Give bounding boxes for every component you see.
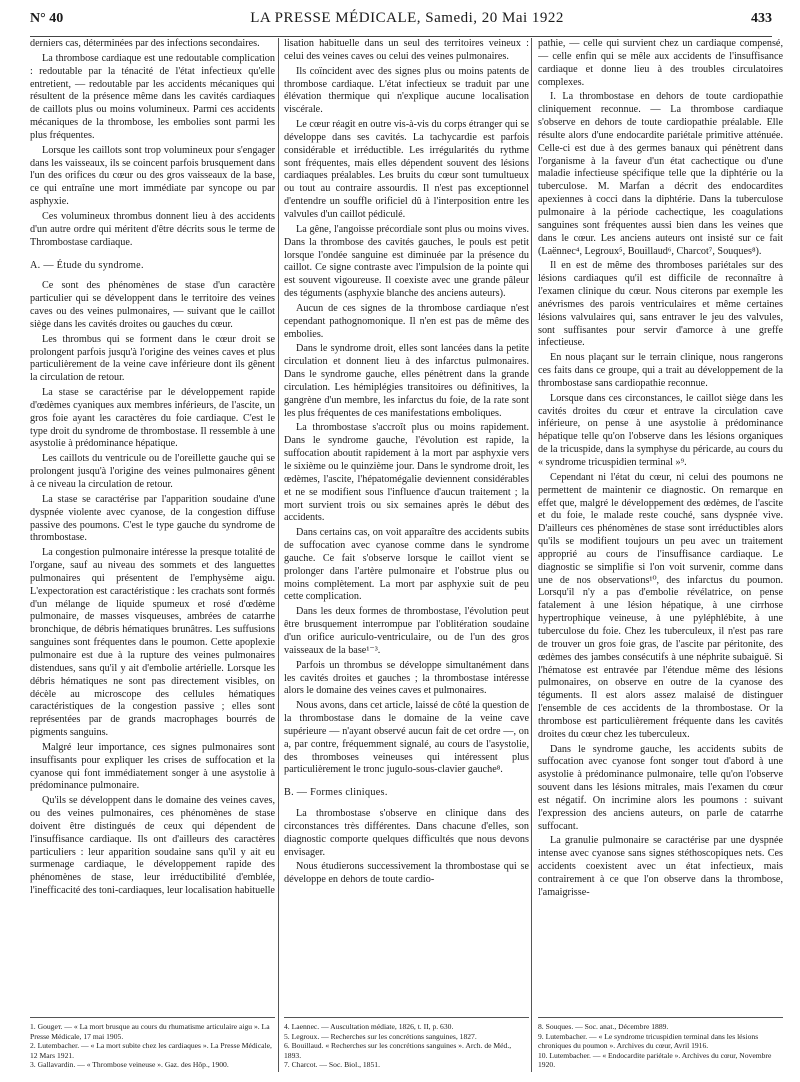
- paragraph: La congestion pulmonaire intéresse la presque totalité de l'organe, sauf au niveau des sommets et des languettes pulmonaires qui présentent de l'emphysème aigu. L'expectoration est caractéristique : les crachats sont formés d'un mélange de liquide spumeux et rosé d'œdème pulmonaire, de masses visqueuses, ambrées de catarrhe bronchique, de débris hématiques brunâtres. Les suffusions sanguines sont fréquentes dans le poumon. Cette apoplexie pulmonaire est due à la rupture des veines pulmonaires distendues, sans qu'il y ait d'embolie artérielle. Lorsque les débris hématiques ne sont pas directement visibles, on décèle au microscope des cellules hématiques caractéristiques de la congestion passive ; elles sont représentées par de grands macrophages bourrés de pigments sanguins.: [30, 547, 275, 739]
- paragraph: Dans le syndrome droit, elles sont lancées dans la petite circulation et donnent lieu à des infarctus pulmonaires. Dans le syndrome gauche, elles pénètrent dans la grande circulation. Les hémiplégies transitoires ou définitives, la gangrène d'un membre, les infarctus du foie, de la rate sont les plus fréquentes de ces manifestations emboliques.: [284, 343, 529, 419]
- section-heading: A. — Étude du syndrome.: [30, 259, 144, 271]
- paragraph: Il en est de même des thromboses pariétales sur des lésions cardiaques qu'il est difficile de reconnaître à l'examen clinique du cœur. Nous citerons par exemple les anévrismes des parois ventriculaires et même certaines lésions valvulaires qui, sans entraver le jeu des valvules, sont suffisantes pour servir d'amorce à une greffe infectieuse.: [538, 260, 783, 349]
- issue-number: N° 40: [30, 11, 64, 26]
- paragraph: La thrombostase s'observe en clinique dans des circonstances très différentes. Dans chacune d'elles, son diagnostic comporte quelques difficultés que nous devons envisager.: [284, 808, 529, 858]
- footnote: 5. Legroux. — Recherches sur les concrétions sanguines, 1827.: [284, 1031, 477, 1041]
- paragraph: La stase se caractérise par l'apparition soudaine d'une dyspnée violente avec cyanose, de la congestion diffuse passive des poumons. C'est le type gauche du syndrome de thrombostase.: [30, 493, 275, 544]
- paragraph: pathie, — celle qui survient chez un cardiaque compensé, — celle enfin qui se mêle aux accidents de l'insuffisance cardiaque et donne lieu à des troubles circulatoires complexes.: [538, 38, 783, 88]
- paragraph: Ils coïncident avec des signes plus ou moins patents de thrombose cardiaque. L'état infectieux se traduit par une élévation thermique qui n'explique aucune localisation viscérale.: [284, 65, 529, 116]
- paragraph: En nous plaçant sur le terrain clinique, nous rangerons ces faits dans ce groupe, qui a trait au développement de la thrombostase sans cardiopathie reconnue.: [538, 352, 783, 389]
- footnote: 1. Gougeт. — « La mort brusque au cours du rhumatisme articulaire aigu ». La Presse Médicale, 17 mai 1905.: [30, 1022, 270, 1041]
- footnote: 3. Gallavardin. — « Thrombose veineuse ». Gaz. des Hôp., 1900.: [30, 1060, 229, 1070]
- footnote: 6. Bouillaud. « Recherches sur les concrétions sanguines ». Arch. de Méd., 1893.: [284, 1041, 512, 1060]
- column-2: [284, 38, 529, 1082]
- column-rule: [531, 38, 532, 1072]
- column-1: [30, 38, 275, 1082]
- paragraph: Dans certains cas, on voit apparaître des accidents subits de suffocation avec cyanose comme dans le syndrome gauche. Ce fait s'observe lorsque le caillot vient se prolonger dans l'artère pulmonaire et l'obstrue plus ou moins complètement. La mort par asphyxie suit de peu cette complication.: [284, 527, 529, 603]
- paragraph: Les caillots du ventricule ou de l'oreillette gauche qui se prolongent jusqu'à l'origine des veines pulmonaires gênent à ce niveau la circulation de retour.: [30, 453, 275, 490]
- paragraph: La thrombose cardiaque est une redoutable complication : redoutable par la ténacité de l'état infectieux qu'elle entretient, — redoutable par les accidents mécaniques qui résultent de la présence même dans les cavités cardiaques de caillots plus ou moins volumineux. Parmi ces accidents mécaniques de la thrombose, les embolies sont parmi les plus fréquentes.: [30, 52, 275, 141]
- paragraph: La gêne, l'angoisse précordiale sont plus ou moins vives. Dans la thrombose des cavités gauches, le pouls est petit lorsque l'ondée sanguine est diminuée par la présence du caillot. Ce signe contraste avec l'impulsion de la pointe qui est souvent vigoureuse. Il coexiste avec une grande pâleur des téguments (asphyxie blanche des anciens auteurs).: [284, 223, 529, 300]
- journal-title: LA PRESSE MÉDICALE, Samedi, 20 Mai 1922: [250, 10, 564, 26]
- paragraph: Parfois un thrombus se développe simultanément dans les cavités droites et gauches ; la thrombostase intéresse alors le domaine des veines caves et pulmonaires.: [284, 659, 529, 697]
- paragraph: Aucun de ces signes de la thrombose cardiaque n'est cependant pathognomonique. Il n'en est pas de même des embolies.: [284, 302, 529, 340]
- footnote: 8. Souques. — Soc. anat., Décembre 1889.: [538, 1022, 669, 1031]
- paragraph: Le cœur réagit en outre vis-à-vis du corps étranger qui se développe dans ses cavités. La tachycardie est parfois considérable et irréductible. Les irrégularités du rythme sont fréquentes, mais elles dépendent souvent des lésions cardiaques préalables. Les bruits du cœur sont tumultueux ou tout au contraire assourdis. Il n'est pas exceptionnel d'entendre un souffle orificiel dû à l'interposition entre les valvules d'un caillot pédiculé.: [284, 119, 529, 220]
- footnotes-column-3: [538, 1017, 783, 1070]
- paragraph: Ce sont des phénomènes de stase d'un caractère particulier qui se développent dans le territoire des veines caves ou des veines pulmonaires, — suivant que le caillot siège dans les cavités droites ou gauches du cœur.: [30, 280, 275, 330]
- footnote: 9. Lutembacher. — « Le syndrome tricuspidien terminal dans les lésions chroniques du poumon ». Archives du cœur, Avril 1916.: [538, 1031, 759, 1051]
- page-number: 433: [750, 11, 772, 26]
- footnote: 7. Charcot. — Soc. Biol., 1851.: [284, 1060, 380, 1070]
- section-heading: B. — Formes cliniques.: [284, 787, 388, 799]
- paragraph: I. La thrombostase en dehors de toute cardiopathie cliniquement reconnue. — La thrombose cardiaque s'observe en dehors de toute cardiopathie préalable. Elle résulte alors d'une endocardite pariétale primitive atténuée. Celle-ci est due à des germes banaux qui pénètrent dans l'organisme à la faveur d'un état cachectique ou d'une maladie infectieuse spécifique telle que la diphtérie ou la tuberculose. M. Marfan a décrit des endocardites apexiennes à cocci dans la diphtérie. Dans la tuberculose pulmonaire à la période cachectique, les coagulations sanguines sont fréquentes aussi bien dans les veines que dans le cœur. Les anciens auteurs ont insisté sur ce fait (Laënnec⁴, Legroux⁵, Bouillaud⁶, Charcot⁷, Souques⁸).: [538, 91, 783, 257]
- paragraph: Les thrombus qui se forment dans le cœur droit se prolongent parfois jusqu'à l'origine des veines caves et plus particulièrement de la veine cave inférieure dont ils gênent la circulation de retour.: [30, 333, 275, 384]
- paragraph: La granulie pulmonaire se caractérise par une dyspnée intense avec cyanose sans signes stéthoscopiques nets. Ces accidents coexistent avec un état infectieux, mais contrairement à ce que l'on observe dans la thrombose, l'amaigrisse-: [538, 835, 783, 898]
- paragraph: Qu'ils se développent dans le domaine des veines caves, ou des veines pulmonaires, ces phénomènes de stase doivent être distingués de ceux qui dépendent de l'insuffisance cardiaque. Ils ont d'ailleurs des caractères particuliers : leur apparition soudaine sans qu'il y ait eu surmenage cardiaque, le développement rapide des phénomènes de stase, leur irréductibilité d'emblée, l'inefficacité des toni-cardiaques, leur localisation habituelle: [30, 795, 275, 897]
- paragraph: Nous étudierons successivement la thrombostase qui se développe en dehors de toute cardio-: [284, 861, 529, 886]
- footnote: 2. Lutembacher. — « La mort subite chez les cardiaques ». La Presse Médicale, 12 Mars 1921.: [30, 1041, 272, 1060]
- paragraph: Lorsque les caillots sont trop volumineux pour s'engager dans les vaisseaux, ils se coincent parfois brusquement dans l'un des orifices du cœur ou des gros vaisseaux de la base, ce qui entraîne une mort immédiate par syncope ou par asphyxie.: [30, 144, 275, 208]
- paragraph: Malgré leur importance, ces signes pulmonaires sont insuffisants pour expliquer les crises de suffocation et la cyanose qui font immédiatement songer à une asystolie à prédominance pulmonaire.: [30, 741, 275, 792]
- paragraph: lisation habituelle dans un seul des territoires veineux : celui des veines caves ou celui des veines pulmonaires.: [284, 38, 529, 62]
- column-3: [538, 38, 783, 1082]
- paragraph: Dans le syndrome gauche, les accidents subits de suffocation avec cyanose font songer tout d'abord à une asystolie à prédominance pulmonaire, telle qu'on l'observe souvent dans les lésions mitrales, mais l'examen du cœur est négatif. On incrimine alors les poumons : suivant l'expression des anciens auteurs, on parle de catarrhe suffocant.: [538, 743, 783, 832]
- page-header: [30, 10, 772, 37]
- paragraph: La stase se caractérise par le développement rapide d'œdèmes cyaniques aux membres inférieurs, de l'ascite, un gros foie ayant les caractères du foie cardiaque. C'est le type droit du syndrome de thrombostase. Il ressemble à une asystolie à prédominance hépatique.: [30, 387, 275, 450]
- paragraph: Ces volumineux thrombus donnent lieu à des accidents d'un autre ordre qui méritent d'être décrits sous le terme de Thrombostase cardiaque.: [30, 210, 275, 248]
- paragraph: La thrombostase s'accroît plus ou moins rapidement. Dans le syndrome gauche, l'évolution est rapide, la suffocation aboutit rapidement à la mort par asphyxie vers le sixième ou le quinzième jour. Dans le syndrome droit, les œdèmes, l'ascite, l'hépatomégalie deviennent considérables et ne se modifient sous l'influence d'aucun traitement ; la mort survient trois ou six semaines après le début des accidents.: [284, 422, 529, 524]
- paragraph: Cependant ni l'état du cœur, ni celui des poumons ne permettent de maintenir ce diagnostic. On remarque en effet que, malgré le développement des œdèmes, de l'ascite et du foie, le malade reste couché, sans dyspnée vive. D'ailleurs ces phénomènes de stase sont irréductibles alors qu'ils se modifient toujours un peu avec un traitement approprié au cours de l'insuffisance cardiaque. Le diagnostic se simplifie si l'on voit survenir, comme dans une de nos observations¹⁰, des infarctus du poumon. Lorsqu'il n'y a pas d'embolie révélatrice, on pense fatalement à une lésion hépatique, à une cirrhose hypertrophique veineuse, à une pyléphlébite, à une tuberculose du foie. Chez les tuberculeux, il n'est pas rare de trouver un gros foie gras, de l'ascite par péritonite, des œdèmes des jambes consécutifs à une néphrite subaiguë. Si l'hématose est entravée par l'étendue même des lésions pulmonaires, on observe en outre de la cyanose des téguments. Il est alors assez malaisé de distinguer l'ensemble de ces accidents de la thrombostase. Or la thrombose est particulièrement fréquente dans les cavités droites du cœur chez les tuberculeux.: [538, 471, 783, 740]
- column-rule: [278, 38, 279, 1072]
- footnotes-column-1: [30, 1017, 275, 1070]
- footnote: 4. Laennec. — Auscultation médiate, 1826, t. II, p. 630.: [284, 1022, 454, 1031]
- footnote: 10. Lutembacher. — « Endocardite pariétale ». Archives du cœur, Novembre 1920.: [538, 1050, 772, 1070]
- paragraph: Nous avons, dans cet article, laissé de côté la question de la thrombostase dans le domaine de la veine cave supérieure — n'ayant observé aucun fait de cet ordre —, on a, par contre, fréquemment signalé, au cours de l'asystolie, des thromboses veineuses qui intéressent plus particulièrement le tronc jugulo-sous-clavier gauche⁸.: [284, 700, 529, 776]
- paragraph: Dans les deux formes de thrombostase, l'évolution peut être brusquement interrompue par l'oblitération soudaine d'un orifice auriculo-ventriculaire, ou de l'un des gros vaisseaux de la base¹⁻³.: [284, 606, 529, 656]
- paragraph: derniers cas, déterminées par des infections secondaires.: [30, 38, 260, 49]
- paragraph: Lorsque dans ces circonstances, le caillot siège dans les cavités droites du cœur et entrave la circulation cave inférieure, on pense à une asystolie à prédominance hépatique telle qu'on l'observe dans les lésions organiques de la tricuspide, dans la symphyse du péricarde, au cours du « syndrome tricuspidien terminal »⁹.: [538, 392, 783, 468]
- footnotes-column-2: [284, 1017, 529, 1070]
